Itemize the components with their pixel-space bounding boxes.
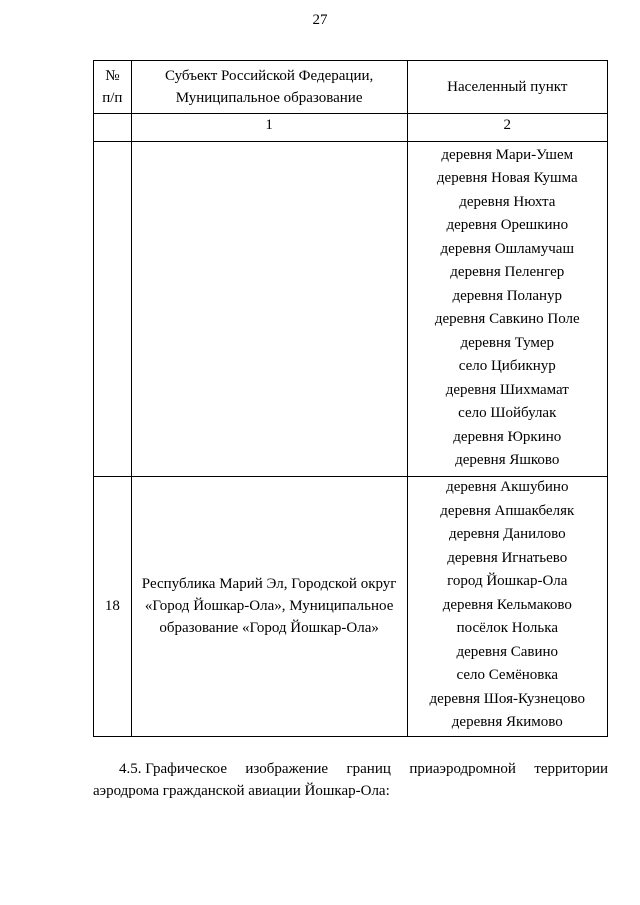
table-row bbox=[94, 142, 608, 477]
row-num bbox=[94, 142, 132, 477]
header-place: Населенный пункт bbox=[407, 61, 607, 114]
place-item: деревня Савино bbox=[456, 643, 559, 660]
header-subject-line: Муниципальное образование bbox=[175, 90, 363, 106]
paragraph-line bbox=[93, 758, 608, 780]
place-item: деревня Кельмаково bbox=[442, 596, 572, 613]
place-item: деревня Шихмамат bbox=[445, 381, 569, 398]
place-item: деревня Пеленгер bbox=[450, 264, 565, 280]
row-places bbox=[407, 142, 607, 477]
place-item: деревня Шоя-Кузнецово bbox=[429, 690, 585, 707]
paragraph-word: территории bbox=[534, 761, 608, 777]
header-subject-line: Субъект Российской Федерации, bbox=[165, 68, 374, 84]
place-item: деревня Ошламучаш bbox=[440, 240, 575, 257]
header-subject bbox=[131, 61, 407, 114]
column-index: 2 bbox=[407, 114, 607, 142]
column-index bbox=[94, 114, 132, 142]
row-subject bbox=[131, 477, 407, 737]
header-num-line: п/п bbox=[102, 90, 123, 106]
place-item: деревня Яшково bbox=[455, 452, 560, 468]
paragraph-word: приаэродромной bbox=[409, 761, 516, 777]
subject-line: «Город Йошкар-Ола», Муниципальное bbox=[144, 598, 394, 615]
place-item: деревня Игнатьево bbox=[447, 549, 568, 566]
paragraph-word: границ bbox=[346, 761, 391, 777]
place-list bbox=[408, 145, 607, 474]
header-num-line: № bbox=[105, 68, 120, 84]
subject-line: образование «Город Йошкар-Ола» bbox=[159, 620, 379, 637]
column-index: 1 bbox=[131, 114, 407, 142]
place-item: город Йошкар-Ола bbox=[447, 573, 568, 589]
place-item: посёлок Нолька bbox=[456, 620, 558, 636]
settlements-table bbox=[93, 60, 608, 737]
place-item: деревня Апшакбеляк bbox=[440, 502, 575, 519]
row-num: 18 bbox=[94, 477, 132, 737]
place-item: село Семёновка bbox=[456, 667, 559, 683]
place-item: деревня Якимово bbox=[451, 714, 563, 730]
table-row bbox=[94, 477, 608, 737]
place-item: деревня Юркино bbox=[453, 428, 562, 445]
row-places bbox=[407, 477, 607, 737]
header-num bbox=[94, 61, 132, 114]
page-number: 27 bbox=[312, 12, 328, 28]
place-item: деревня Мари-Ушем bbox=[441, 146, 574, 163]
place-item: село Цибикнур bbox=[458, 358, 556, 374]
subject-line: Республика Марий Эл, Городской округ bbox=[141, 576, 397, 593]
place-item: деревня Поланур bbox=[452, 287, 563, 304]
place-item: деревня Акшубино bbox=[446, 479, 569, 495]
place-list bbox=[408, 477, 607, 736]
place-item: село Шойбулак bbox=[458, 405, 557, 421]
column-index-row bbox=[94, 114, 608, 142]
paragraph-word: изображение bbox=[245, 761, 329, 777]
paragraph-line: аэродрома гражданской авиации Йошкар-Ола: bbox=[93, 783, 390, 799]
section-paragraph bbox=[93, 758, 608, 802]
place-item: деревня Савкино Поле bbox=[434, 311, 580, 327]
table-header-row bbox=[94, 61, 608, 114]
place-item: деревня Данилово bbox=[448, 526, 566, 542]
place-item: деревня Орешкино bbox=[446, 217, 569, 233]
place-item: деревня Тумер bbox=[460, 334, 555, 351]
row-subject bbox=[131, 142, 407, 477]
place-item: деревня Нюхта bbox=[459, 193, 556, 210]
paragraph-word: 4.5. Графическое bbox=[119, 761, 227, 777]
place-item: деревня Новая Кушма bbox=[436, 170, 578, 186]
